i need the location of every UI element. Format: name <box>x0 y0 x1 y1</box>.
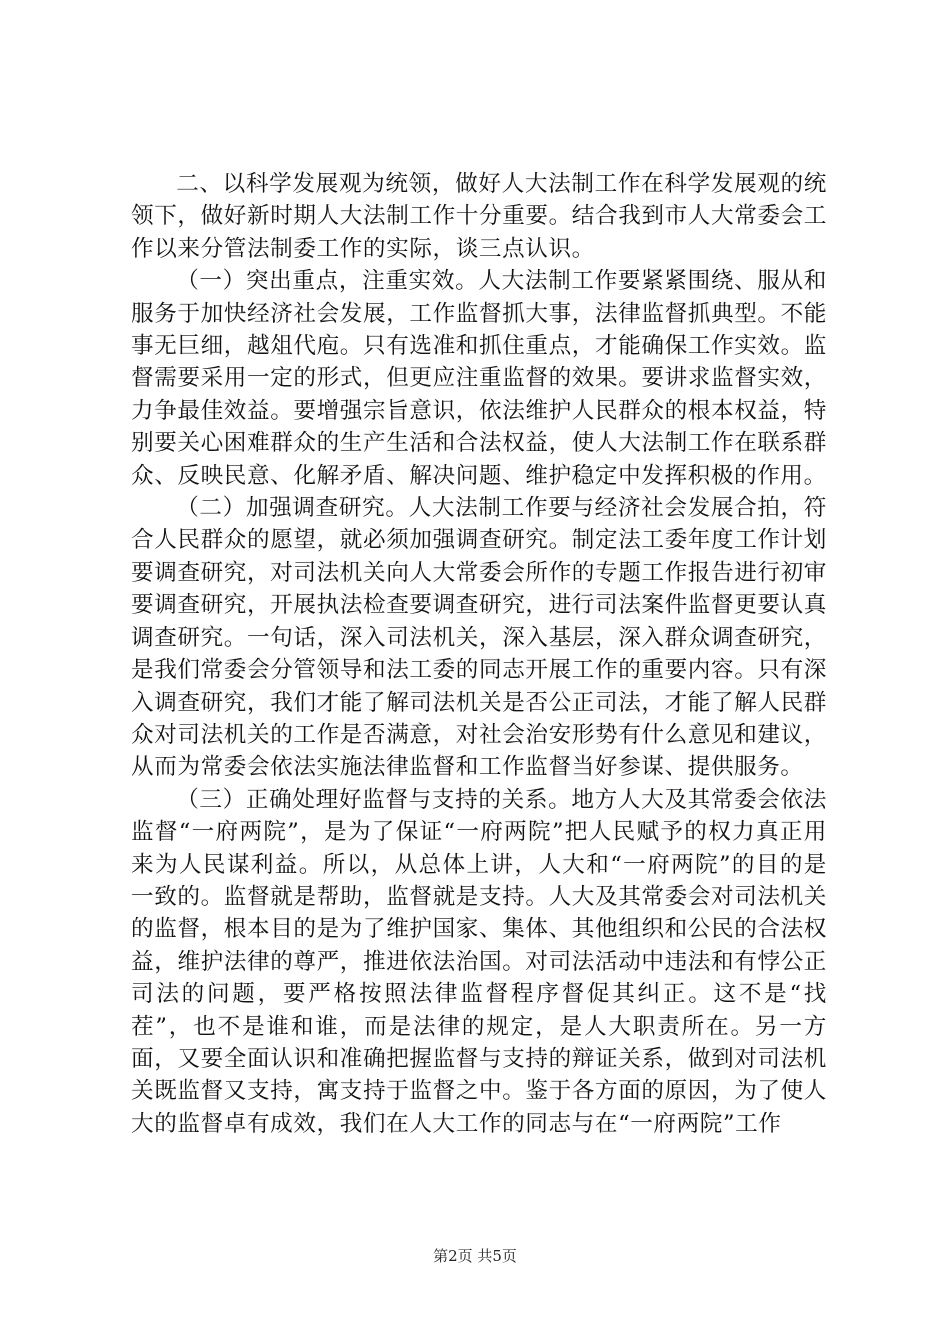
paragraph-intro: 二、以科学发展观为统领，做好人大法制工作在科学发展观的统领下，做好新时期人大法制工作十分重要。结合我到市人大常委会工作以来分管法制委工作的实际，谈三点认识。 <box>131 171 827 262</box>
paragraph-section-1: （一）突出重点，注重实效。人大法制工作要紧紧围绕、服从和服务于加快经济社会发展，工作监督抓大事，法律监督抓典型。不能事无巨细，越俎代庖。只有选准和抓住重点，才能确保工作实效。监督需要采用一定的形式，但更应注重监督的效果。要讲求监督实效，力争最佳效益。要增强宗旨意识，依法维护人民群众的根本权益，特别要关心困难群众的生产生活和合法权益，使人大法制工作在联系群众、反映民意、化解矛盾、解决问题、维护稳定中发挥积极的作用。 <box>131 268 827 489</box>
paragraph-section-3: （三）正确处理好监督与支持的关系。地方人大及其常委会依法监督“一府两院”，是为了保证“一府两院”把人民赋予的权力真正用来为人民谋利益。所以，从总体上讲，人大和“一府两院”的目的是一致的。监督就是帮助，监督就是支持。人大及其常委会对司法机关的监督，根本目的是为了维护国家、集体、其他组织和公民的合法权益，维护法律的尊严，推进依法治国。对司法活动中违法和有悖公正司法的问题，要严格按照法律监督程序督促其纠正。这不是“找茬”，也不是谁和谁，而是法律的规定，是人大职责所在。另一方面，又要全面认识和准确把握监督与支持的辩证关系，做到对司法机关既监督又支持，寓支持于监督之中。鉴于各方面的原因，为了使人大的监督卓有成效，我们在人大工作的同志与在“一府两院”工作 <box>131 786 827 1137</box>
paragraph-section-2: （二）加强调查研究。人大法制工作要与经济社会发展合拍，符合人民群众的愿望，就必须加强调查研究。制定法工委年度工作计划要调查研究，对司法机关向人大常委会所作的专题工作报告进行初审要调查研究，开展执法检查要调查研究，进行司法案件监督更要认真调查研究。一句话，深入司法机关，深入基层，深入群众调查研究，是我们常委会分管领导和法工委的同志开展工作的重要内容。只有深入调查研究，我们才能了解司法机关是否公正司法，才能了解人民群众对司法机关的工作是否满意，对社会治安形势有什么意见和建议，从而为常委会依法实施法律监督和工作监督当好参谋、提供服务。 <box>131 495 827 781</box>
document-body <box>131 168 827 1140</box>
page-number-footer: 第2页 共5页 <box>433 1247 517 1265</box>
